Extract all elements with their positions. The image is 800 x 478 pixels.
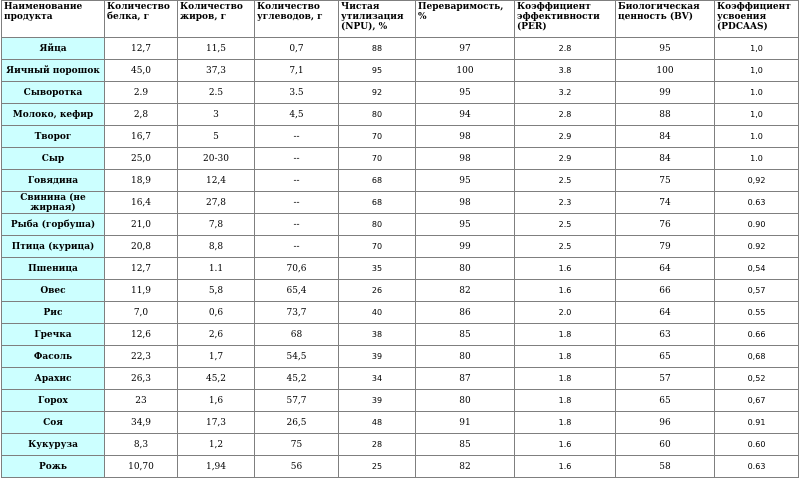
cell-bv: 76 bbox=[616, 214, 715, 236]
cell-digestibility: 98 bbox=[416, 192, 515, 214]
cell-carbs: 57,7 bbox=[255, 390, 339, 412]
cell-protein: 12,6 bbox=[105, 324, 178, 346]
cell-digestibility: 87 bbox=[416, 368, 515, 390]
table-row bbox=[2, 368, 799, 390]
cell-fat: 1,6 bbox=[178, 390, 255, 412]
cell-fat: 1,7 bbox=[178, 346, 255, 368]
cell-carbs: 65,4 bbox=[255, 280, 339, 302]
cell-protein: 20,8 bbox=[105, 236, 178, 258]
cell-bv: 84 bbox=[616, 148, 715, 170]
cell-bv: 58 bbox=[616, 456, 715, 478]
cell-per: 2.3 bbox=[515, 192, 616, 214]
cell-product-name: Говядина bbox=[2, 170, 105, 192]
cell-product-name: Молоко, кефир bbox=[2, 104, 105, 126]
cell-product-name: Рис bbox=[2, 302, 105, 324]
cell-digestibility: 98 bbox=[416, 148, 515, 170]
cell-product-name: Гречка bbox=[2, 324, 105, 346]
cell-product-name: Яйца bbox=[2, 38, 105, 60]
table-row bbox=[2, 390, 799, 412]
cell-carbs: 7,1 bbox=[255, 60, 339, 82]
cell-protein: 26,3 bbox=[105, 368, 178, 390]
cell-npu: 39 bbox=[339, 390, 416, 412]
header-protein: Количество белка, г bbox=[105, 1, 178, 38]
cell-fat: 3 bbox=[178, 104, 255, 126]
cell-protein: 7,0 bbox=[105, 302, 178, 324]
cell-pdcaas: 0,67 bbox=[715, 390, 799, 412]
cell-per: 1.6 bbox=[515, 434, 616, 456]
cell-per: 2.8 bbox=[515, 104, 616, 126]
cell-digestibility: 85 bbox=[416, 434, 515, 456]
cell-protein: 12,7 bbox=[105, 258, 178, 280]
cell-product-name: Свинина (не жирная) bbox=[2, 192, 105, 214]
cell-pdcaas: 1.0 bbox=[715, 82, 799, 104]
cell-product-name: Фасоль bbox=[2, 346, 105, 368]
cell-carbs: 45,2 bbox=[255, 368, 339, 390]
cell-fat: 12,4 bbox=[178, 170, 255, 192]
cell-digestibility: 80 bbox=[416, 346, 515, 368]
header-fat: Количество жиров, г bbox=[178, 1, 255, 38]
cell-product-name: Сыворотка bbox=[2, 82, 105, 104]
cell-protein: 23 bbox=[105, 390, 178, 412]
cell-fat: 37,3 bbox=[178, 60, 255, 82]
cell-protein: 25,0 bbox=[105, 148, 178, 170]
cell-pdcaas: 1,0 bbox=[715, 38, 799, 60]
cell-npu: 25 bbox=[339, 456, 416, 478]
cell-per: 1.8 bbox=[515, 368, 616, 390]
cell-digestibility: 100 bbox=[416, 60, 515, 82]
cell-per: 2.9 bbox=[515, 148, 616, 170]
table-row bbox=[2, 258, 799, 280]
cell-protein: 10,70 bbox=[105, 456, 178, 478]
cell-digestibility: 80 bbox=[416, 390, 515, 412]
cell-product-name: Яичный порошок bbox=[2, 60, 105, 82]
table-row bbox=[2, 236, 799, 258]
cell-per: 1.8 bbox=[515, 324, 616, 346]
cell-carbs: 26,5 bbox=[255, 412, 339, 434]
cell-npu: 38 bbox=[339, 324, 416, 346]
cell-per: 2.5 bbox=[515, 170, 616, 192]
table-row bbox=[2, 126, 799, 148]
cell-bv: 84 bbox=[616, 126, 715, 148]
cell-bv: 95 bbox=[616, 38, 715, 60]
table-row bbox=[2, 434, 799, 456]
cell-per: 2.9 bbox=[515, 126, 616, 148]
cell-protein: 8,3 bbox=[105, 434, 178, 456]
cell-npu: 39 bbox=[339, 346, 416, 368]
cell-pdcaas: 0,68 bbox=[715, 346, 799, 368]
cell-per: 1.8 bbox=[515, 412, 616, 434]
cell-fat: 8,8 bbox=[178, 236, 255, 258]
cell-per: 1.8 bbox=[515, 390, 616, 412]
table-row bbox=[2, 302, 799, 324]
table-row bbox=[2, 170, 799, 192]
cell-carbs: 54,5 bbox=[255, 346, 339, 368]
cell-digestibility: 82 bbox=[416, 280, 515, 302]
cell-protein: 12,7 bbox=[105, 38, 178, 60]
cell-carbs: 56 bbox=[255, 456, 339, 478]
cell-fat: 0,6 bbox=[178, 302, 255, 324]
cell-digestibility: 80 bbox=[416, 258, 515, 280]
cell-fat: 5,8 bbox=[178, 280, 255, 302]
cell-pdcaas: 0.91 bbox=[715, 412, 799, 434]
cell-protein: 11,9 bbox=[105, 280, 178, 302]
cell-per: 1.6 bbox=[515, 280, 616, 302]
cell-product-name: Кукуруза bbox=[2, 434, 105, 456]
cell-digestibility: 97 bbox=[416, 38, 515, 60]
cell-per: 2.0 bbox=[515, 302, 616, 324]
cell-per: 2.8 bbox=[515, 38, 616, 60]
cell-carbs: 0,7 bbox=[255, 38, 339, 60]
cell-carbs: -- bbox=[255, 214, 339, 236]
cell-fat: 17,3 bbox=[178, 412, 255, 434]
cell-per: 1.8 bbox=[515, 346, 616, 368]
cell-digestibility: 95 bbox=[416, 214, 515, 236]
table-body bbox=[2, 38, 799, 478]
header-per: Коэффициент эффективности (PER) bbox=[515, 1, 616, 38]
cell-pdcaas: 0,92 bbox=[715, 170, 799, 192]
cell-carbs: 75 bbox=[255, 434, 339, 456]
table-row bbox=[2, 456, 799, 478]
cell-pdcaas: 0,52 bbox=[715, 368, 799, 390]
cell-pdcaas: 1.0 bbox=[715, 148, 799, 170]
cell-bv: 99 bbox=[616, 82, 715, 104]
nutrition-table-container bbox=[1, 0, 799, 478]
cell-protein: 21,0 bbox=[105, 214, 178, 236]
cell-per: 1.6 bbox=[515, 456, 616, 478]
cell-carbs: 70,6 bbox=[255, 258, 339, 280]
cell-protein: 45,0 bbox=[105, 60, 178, 82]
cell-product-name: Рыба (горбуша) bbox=[2, 214, 105, 236]
cell-per: 3.8 bbox=[515, 60, 616, 82]
cell-npu: 92 bbox=[339, 82, 416, 104]
cell-protein: 2,8 bbox=[105, 104, 178, 126]
cell-npu: 70 bbox=[339, 148, 416, 170]
cell-npu: 80 bbox=[339, 214, 416, 236]
table-row bbox=[2, 82, 799, 104]
table-row bbox=[2, 60, 799, 82]
cell-product-name: Соя bbox=[2, 412, 105, 434]
cell-carbs: 68 bbox=[255, 324, 339, 346]
cell-digestibility: 98 bbox=[416, 126, 515, 148]
header-npu: Чистая утилизация (NPU), % bbox=[339, 1, 416, 38]
table-row bbox=[2, 192, 799, 214]
cell-product-name: Сыр bbox=[2, 148, 105, 170]
cell-fat: 5 bbox=[178, 126, 255, 148]
cell-product-name: Творог bbox=[2, 126, 105, 148]
cell-pdcaas: 0.90 bbox=[715, 214, 799, 236]
cell-bv: 64 bbox=[616, 302, 715, 324]
cell-bv: 96 bbox=[616, 412, 715, 434]
cell-bv: 79 bbox=[616, 236, 715, 258]
cell-per: 1.6 bbox=[515, 258, 616, 280]
cell-carbs: 4,5 bbox=[255, 104, 339, 126]
cell-digestibility: 94 bbox=[416, 104, 515, 126]
table-row bbox=[2, 148, 799, 170]
cell-pdcaas: 0,54 bbox=[715, 258, 799, 280]
header-carbs: Количество углеводов, г bbox=[255, 1, 339, 38]
cell-digestibility: 99 bbox=[416, 236, 515, 258]
cell-npu: 70 bbox=[339, 126, 416, 148]
cell-bv: 75 bbox=[616, 170, 715, 192]
cell-bv: 65 bbox=[616, 390, 715, 412]
header-product-name: Наименование продукта bbox=[2, 1, 105, 38]
cell-carbs: -- bbox=[255, 148, 339, 170]
cell-digestibility: 82 bbox=[416, 456, 515, 478]
cell-npu: 28 bbox=[339, 434, 416, 456]
cell-fat: 11,5 bbox=[178, 38, 255, 60]
cell-digestibility: 91 bbox=[416, 412, 515, 434]
cell-carbs: 3.5 bbox=[255, 82, 339, 104]
table-row bbox=[2, 214, 799, 236]
cell-per: 2.5 bbox=[515, 236, 616, 258]
cell-bv: 74 bbox=[616, 192, 715, 214]
cell-pdcaas: 0.92 bbox=[715, 236, 799, 258]
cell-carbs: 73,7 bbox=[255, 302, 339, 324]
cell-per: 3.2 bbox=[515, 82, 616, 104]
cell-fat: 1,2 bbox=[178, 434, 255, 456]
cell-npu: 68 bbox=[339, 192, 416, 214]
header-pdcaas: Коэффициент усвоения (PDCAAS) bbox=[715, 1, 799, 38]
cell-npu: 95 bbox=[339, 60, 416, 82]
cell-carbs: -- bbox=[255, 170, 339, 192]
table-row bbox=[2, 346, 799, 368]
cell-protein: 16,4 bbox=[105, 192, 178, 214]
cell-pdcaas: 0.66 bbox=[715, 324, 799, 346]
table-row bbox=[2, 38, 799, 60]
cell-protein: 18,9 bbox=[105, 170, 178, 192]
cell-product-name: Рожь bbox=[2, 456, 105, 478]
cell-pdcaas: 0.55 bbox=[715, 302, 799, 324]
cell-product-name: Пшеница bbox=[2, 258, 105, 280]
cell-npu: 40 bbox=[339, 302, 416, 324]
cell-npu: 80 bbox=[339, 104, 416, 126]
cell-digestibility: 95 bbox=[416, 82, 515, 104]
cell-protein: 2.9 bbox=[105, 82, 178, 104]
table-header-row bbox=[2, 1, 799, 38]
table-row bbox=[2, 412, 799, 434]
cell-carbs: -- bbox=[255, 126, 339, 148]
cell-npu: 88 bbox=[339, 38, 416, 60]
cell-fat: 2,6 bbox=[178, 324, 255, 346]
cell-pdcaas: 1.0 bbox=[715, 126, 799, 148]
cell-bv: 64 bbox=[616, 258, 715, 280]
cell-bv: 66 bbox=[616, 280, 715, 302]
cell-npu: 26 bbox=[339, 280, 416, 302]
cell-protein: 34,9 bbox=[105, 412, 178, 434]
protein-quality-table bbox=[1, 0, 799, 478]
header-bv: Биологическая ценность (BV) bbox=[616, 1, 715, 38]
cell-fat: 1,94 bbox=[178, 456, 255, 478]
cell-bv: 100 bbox=[616, 60, 715, 82]
cell-fat: 20-30 bbox=[178, 148, 255, 170]
cell-bv: 57 bbox=[616, 368, 715, 390]
cell-product-name: Птица (курица) bbox=[2, 236, 105, 258]
cell-npu: 70 bbox=[339, 236, 416, 258]
header-digestibility: Переваримость, % bbox=[416, 1, 515, 38]
cell-carbs: -- bbox=[255, 236, 339, 258]
cell-digestibility: 85 bbox=[416, 324, 515, 346]
table-row bbox=[2, 280, 799, 302]
cell-carbs: -- bbox=[255, 192, 339, 214]
cell-fat: 1.1 bbox=[178, 258, 255, 280]
cell-fat: 7,8 bbox=[178, 214, 255, 236]
table-row bbox=[2, 324, 799, 346]
cell-npu: 68 bbox=[339, 170, 416, 192]
cell-bv: 60 bbox=[616, 434, 715, 456]
cell-digestibility: 95 bbox=[416, 170, 515, 192]
cell-pdcaas: 0.63 bbox=[715, 192, 799, 214]
cell-pdcaas: 0.63 bbox=[715, 456, 799, 478]
cell-fat: 45,2 bbox=[178, 368, 255, 390]
cell-digestibility: 86 bbox=[416, 302, 515, 324]
cell-protein: 22,3 bbox=[105, 346, 178, 368]
cell-pdcaas: 0.60 bbox=[715, 434, 799, 456]
cell-npu: 34 bbox=[339, 368, 416, 390]
cell-protein: 16,7 bbox=[105, 126, 178, 148]
cell-product-name: Горох bbox=[2, 390, 105, 412]
cell-fat: 2.5 bbox=[178, 82, 255, 104]
cell-npu: 48 bbox=[339, 412, 416, 434]
cell-pdcaas: 0,57 bbox=[715, 280, 799, 302]
cell-product-name: Арахис bbox=[2, 368, 105, 390]
cell-bv: 63 bbox=[616, 324, 715, 346]
cell-bv: 65 bbox=[616, 346, 715, 368]
cell-pdcaas: 1,0 bbox=[715, 104, 799, 126]
cell-bv: 88 bbox=[616, 104, 715, 126]
cell-per: 2.5 bbox=[515, 214, 616, 236]
cell-pdcaas: 1,0 bbox=[715, 60, 799, 82]
cell-npu: 35 bbox=[339, 258, 416, 280]
cell-product-name: Овес bbox=[2, 280, 105, 302]
table-row bbox=[2, 104, 799, 126]
cell-fat: 27,8 bbox=[178, 192, 255, 214]
